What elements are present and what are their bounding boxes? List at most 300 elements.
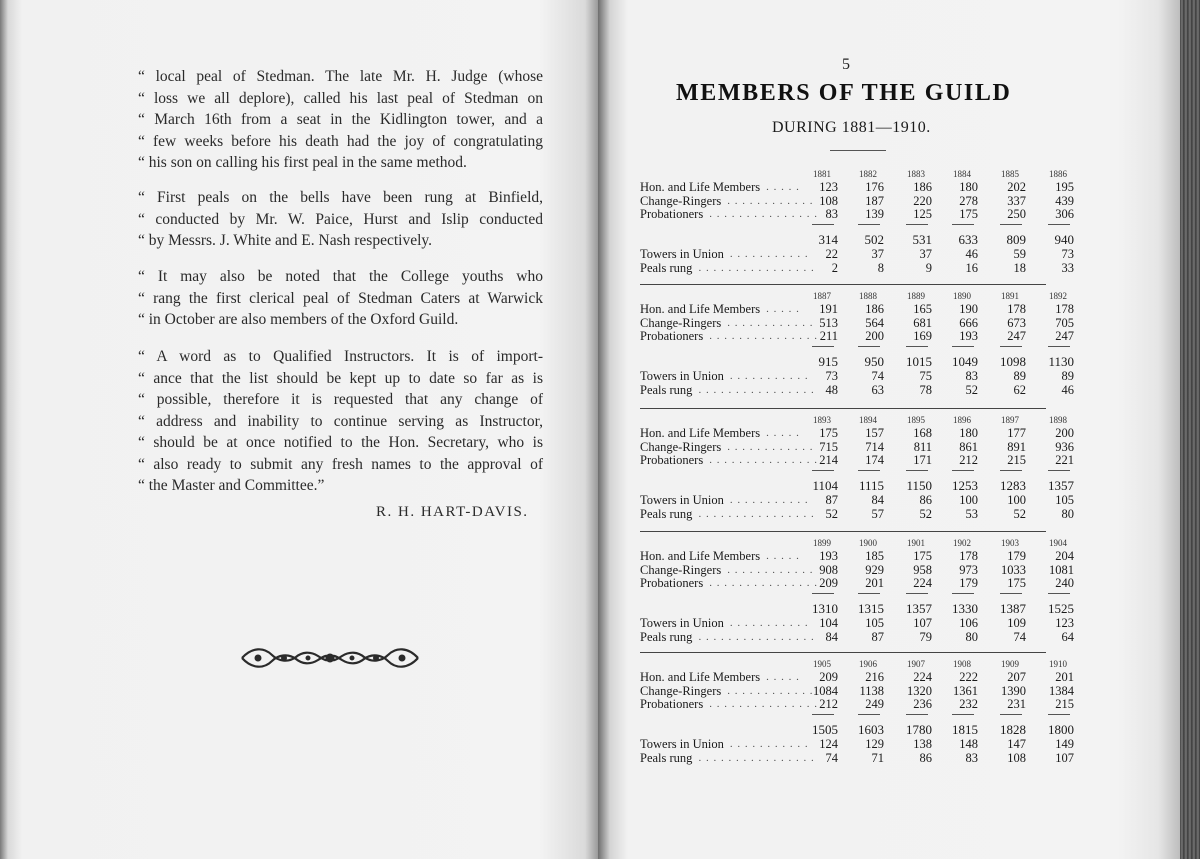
text-line: “ loss we all deplore), called his last peal of Stedman on xyxy=(138,89,543,107)
sum-rule xyxy=(952,224,974,225)
cell-total: 1603 xyxy=(858,722,884,737)
cell-total: 1115 xyxy=(858,478,884,493)
leader-dots: . . . . . xyxy=(766,427,800,439)
cell-total: 1049 xyxy=(952,354,978,369)
leader-dots: . . . . . . . . . . . . . . . xyxy=(709,698,818,710)
paragraph xyxy=(138,66,543,174)
cell-peals: 80 xyxy=(965,630,978,644)
cell-peals: 79 xyxy=(919,630,932,644)
text-line: “ ance that the list should be kept up to date so far as is xyxy=(138,369,543,387)
text-line: “ local peal of Stedman. The late Mr. H. Judge (whose xyxy=(138,68,543,85)
membership-table-block xyxy=(640,538,1074,649)
cell-total: 1130 xyxy=(1048,354,1074,369)
leader-dots: . . . . . . . . . . . . xyxy=(727,195,814,207)
membership-table-block xyxy=(640,291,1074,402)
cell-total: 1098 xyxy=(1000,354,1026,369)
cell-hon: 123 xyxy=(819,180,838,194)
cell-hon: 191 xyxy=(819,302,838,316)
cell-prob: 247 xyxy=(1007,329,1026,343)
cell-peals: 57 xyxy=(871,507,884,521)
cell-change: 1138 xyxy=(859,684,884,698)
cell-peals: 83 xyxy=(965,751,978,765)
cell-peals: 52 xyxy=(1013,507,1026,521)
cell-towers: 87 xyxy=(825,493,838,507)
cell-peals: 74 xyxy=(825,751,838,765)
row-label-peals: Peals rung xyxy=(640,261,693,275)
year-header: 1899 xyxy=(813,538,831,548)
cell-total: 314 xyxy=(818,232,838,247)
cell-total: 1015 xyxy=(906,354,932,369)
signature: R. H. HART-DAVIS. xyxy=(376,504,529,520)
cell-change: 1084 xyxy=(813,684,838,698)
leader-dots: . . . . . xyxy=(766,303,800,315)
row-label-peals: Peals rung xyxy=(640,751,693,765)
row-label-prob: Probationers xyxy=(640,697,704,711)
cell-peals: 52 xyxy=(965,383,978,397)
leader-dots: . . . . . xyxy=(766,181,800,193)
cell-hon: 165 xyxy=(913,302,932,316)
cell-towers: 105 xyxy=(865,616,884,630)
year-header: 1890 xyxy=(953,291,971,301)
year-header: 1885 xyxy=(1001,169,1019,179)
cell-hon: 175 xyxy=(913,549,932,563)
cell-hon: 207 xyxy=(1007,670,1026,684)
cell-hon: 180 xyxy=(959,426,978,440)
text-line: “ also ready to submit any fresh names to the approval of xyxy=(138,455,543,473)
year-header: 1895 xyxy=(907,415,925,425)
leader-dots: . . . . . . . . . . . xyxy=(729,248,809,260)
cell-prob: 175 xyxy=(959,207,978,221)
cell-peals: 62 xyxy=(1013,383,1026,397)
leader-dots: . . . . . . . . . . . . . . . xyxy=(709,330,818,342)
sum-rule xyxy=(858,714,880,715)
sum-rule xyxy=(906,593,928,594)
cell-towers: 138 xyxy=(913,737,932,751)
sum-rule xyxy=(858,224,880,225)
cell-hon: 202 xyxy=(1007,180,1026,194)
leader-dots: . . . . . . . . . . . xyxy=(729,494,809,506)
sum-rule xyxy=(812,593,834,594)
cell-total: 531 xyxy=(912,232,932,247)
row-label-change: Change-Ringers xyxy=(640,563,722,577)
cell-hon: 179 xyxy=(1007,549,1026,563)
sum-rule xyxy=(952,593,974,594)
cell-peals: 53 xyxy=(965,507,978,521)
cell-peals: 8 xyxy=(877,261,884,275)
cell-towers: 109 xyxy=(1007,616,1026,630)
row-label-peals: Peals rung xyxy=(640,383,693,397)
cell-towers: 147 xyxy=(1007,737,1026,751)
cell-towers: 124 xyxy=(819,737,838,751)
cell-peals: 64 xyxy=(1061,630,1074,644)
cell-total: 1150 xyxy=(906,478,932,493)
cell-hon: 190 xyxy=(959,302,978,316)
row-label-peals: Peals rung xyxy=(640,507,693,521)
year-header: 1882 xyxy=(859,169,877,179)
cell-total: 915 xyxy=(818,354,838,369)
row-label-towers: Towers in Union xyxy=(640,369,724,383)
title-rule xyxy=(830,150,886,151)
cell-prob: 249 xyxy=(865,697,884,711)
ornament-icon xyxy=(238,645,422,675)
cell-total: 940 xyxy=(1054,232,1074,247)
year-header: 1896 xyxy=(953,415,971,425)
cell-total: 950 xyxy=(864,354,884,369)
cell-towers: 37 xyxy=(871,247,884,261)
cell-hon: 209 xyxy=(819,670,838,684)
cell-hon: 185 xyxy=(865,549,884,563)
cell-total: 1104 xyxy=(812,478,838,493)
cell-peals: 9 xyxy=(925,261,932,275)
cell-towers: 129 xyxy=(865,737,884,751)
cell-prob: 175 xyxy=(1007,576,1026,590)
year-header: 1905 xyxy=(813,659,831,669)
cell-total: 1253 xyxy=(952,478,978,493)
cell-peals: 52 xyxy=(825,507,838,521)
cell-peals: 74 xyxy=(1013,630,1026,644)
row-label-change: Change-Ringers xyxy=(640,440,722,454)
cell-total: 1828 xyxy=(1000,722,1026,737)
cell-hon: 193 xyxy=(819,549,838,563)
cell-change: 673 xyxy=(1007,316,1026,330)
sum-rule xyxy=(1048,470,1070,471)
cell-change: 811 xyxy=(913,440,932,454)
year-header: 1908 xyxy=(953,659,971,669)
cell-hon: 186 xyxy=(865,302,884,316)
cell-prob: 200 xyxy=(865,329,884,343)
cell-total: 633 xyxy=(958,232,978,247)
cell-hon: 177 xyxy=(1007,426,1026,440)
year-header: 1884 xyxy=(953,169,971,179)
block-separator xyxy=(640,652,1046,653)
year-header: 1897 xyxy=(1001,415,1019,425)
text-line: “ First peals on the bells have been rung at Binfield, xyxy=(138,189,543,206)
text-line: “ March 16th from a seat in the Kidlington tower, and a xyxy=(138,111,543,128)
sum-rule xyxy=(906,470,928,471)
cell-peals: 46 xyxy=(1061,383,1074,397)
cell-hon: 175 xyxy=(819,426,838,440)
text-line: “ possible, therefore it is requested that any change of xyxy=(138,391,543,408)
year-header: 1889 xyxy=(907,291,925,301)
cell-change: 1390 xyxy=(1001,684,1026,698)
cell-towers: 89 xyxy=(1061,369,1074,383)
cell-towers: 106 xyxy=(959,616,978,630)
year-header: 1907 xyxy=(907,659,925,669)
cell-hon: 176 xyxy=(865,180,884,194)
cell-towers: 148 xyxy=(959,737,978,751)
year-header: 1898 xyxy=(1049,415,1067,425)
cell-prob: 224 xyxy=(913,576,932,590)
sum-rule xyxy=(1048,346,1070,347)
cell-towers: 37 xyxy=(919,247,932,261)
block-separator xyxy=(640,408,1046,409)
cell-prob: 232 xyxy=(959,697,978,711)
year-header: 1888 xyxy=(859,291,877,301)
membership-table-block xyxy=(640,659,1074,770)
cell-peals: 86 xyxy=(919,751,932,765)
leader-dots: . . . . . . . . . . . . xyxy=(727,685,814,697)
year-header: 1886 xyxy=(1049,169,1067,179)
leader-dots: . . . . . . . . . . . . . . . xyxy=(709,208,818,220)
cell-peals: 80 xyxy=(1061,507,1074,521)
sum-rule xyxy=(1048,224,1070,225)
cell-towers: 123 xyxy=(1055,616,1074,630)
block-separator xyxy=(640,531,1046,532)
row-label-peals: Peals rung xyxy=(640,630,693,644)
year-header: 1903 xyxy=(1001,538,1019,548)
cell-change: 929 xyxy=(865,563,884,577)
leader-dots: . . . . . . . . . . . . . . . . xyxy=(698,508,815,520)
cell-prob: 250 xyxy=(1007,207,1026,221)
cell-towers: 89 xyxy=(1013,369,1026,383)
cell-towers: 107 xyxy=(913,616,932,630)
cell-total: 1357 xyxy=(906,601,932,616)
row-label-hon: Hon. and Life Members xyxy=(640,670,761,684)
year-header: 1904 xyxy=(1049,538,1067,548)
cell-towers: 84 xyxy=(871,493,884,507)
cell-peals: 107 xyxy=(1055,751,1074,765)
row-label-hon: Hon. and Life Members xyxy=(640,302,761,316)
row-label-towers: Towers in Union xyxy=(640,616,724,630)
leader-dots: . . . . . . . . . . . . xyxy=(727,317,814,329)
cell-total: 1283 xyxy=(1000,478,1026,493)
cell-hon: 216 xyxy=(865,670,884,684)
cell-prob: 247 xyxy=(1055,329,1074,343)
year-header: 1909 xyxy=(1001,659,1019,669)
cell-change: 278 xyxy=(959,194,978,208)
cell-change: 1320 xyxy=(907,684,932,698)
year-header: 1881 xyxy=(813,169,831,179)
sum-rule xyxy=(1000,593,1022,594)
cell-hon: 200 xyxy=(1055,426,1074,440)
cell-towers: 83 xyxy=(965,369,978,383)
cell-change: 1361 xyxy=(953,684,978,698)
cell-change: 973 xyxy=(959,563,978,577)
sum-rule xyxy=(858,593,880,594)
cell-prob: 125 xyxy=(913,207,932,221)
sum-rule xyxy=(858,470,880,471)
cell-change: 220 xyxy=(913,194,932,208)
cell-prob: 240 xyxy=(1055,576,1074,590)
cell-change: 337 xyxy=(1007,194,1026,208)
cell-hon: 222 xyxy=(959,670,978,684)
cell-towers: 74 xyxy=(871,369,884,383)
row-label-prob: Probationers xyxy=(640,453,704,467)
cell-prob: 83 xyxy=(825,207,838,221)
cell-change: 715 xyxy=(819,440,838,454)
cell-hon: 224 xyxy=(913,670,932,684)
cell-total: 1525 xyxy=(1048,601,1074,616)
leader-dots: . . . . . . . . . . . . xyxy=(727,564,814,576)
year-header: 1900 xyxy=(859,538,877,548)
sum-rule xyxy=(1048,714,1070,715)
text-line: “ conducted by Mr. W. Paice, Hurst and Islip conducted xyxy=(138,210,543,228)
cell-prob: 214 xyxy=(819,453,838,467)
cell-towers: 46 xyxy=(965,247,978,261)
cell-prob: 221 xyxy=(1055,453,1074,467)
cell-change: 187 xyxy=(865,194,884,208)
cell-total: 1330 xyxy=(952,601,978,616)
cell-towers: 22 xyxy=(825,247,838,261)
cell-total: 1357 xyxy=(1048,478,1074,493)
sum-rule xyxy=(812,470,834,471)
cell-prob: 171 xyxy=(913,453,932,467)
sum-rule xyxy=(812,346,834,347)
cell-change: 714 xyxy=(865,440,884,454)
leader-dots: . . . . . . . . . . . . . . . . xyxy=(698,631,815,643)
leader-dots: . . . . . xyxy=(766,671,800,683)
text-line: “ address and inability to continue serving as Instructor, xyxy=(138,412,543,430)
cell-prob: 236 xyxy=(913,697,932,711)
cell-towers: 59 xyxy=(1013,247,1026,261)
row-label-towers: Towers in Union xyxy=(640,737,724,751)
cell-hon: 204 xyxy=(1055,549,1074,563)
cell-change: 108 xyxy=(819,194,838,208)
cell-total: 1800 xyxy=(1048,722,1074,737)
cell-peals: 52 xyxy=(919,507,932,521)
cell-peals: 2 xyxy=(831,261,838,275)
cell-prob: 139 xyxy=(865,207,884,221)
text-line: “ in October are also members of the Oxford Guild. xyxy=(138,311,459,328)
cell-change: 666 xyxy=(959,316,978,330)
cell-hon: 178 xyxy=(1007,302,1026,316)
leader-dots: . . . . . . . . . . . . . . . . xyxy=(698,384,815,396)
cell-hon: 186 xyxy=(913,180,932,194)
cell-prob: 212 xyxy=(819,697,838,711)
text-line: “ should be at once notified to the Hon. Secretary, who is xyxy=(138,434,543,451)
row-label-hon: Hon. and Life Members xyxy=(640,549,761,563)
sum-rule xyxy=(858,346,880,347)
text-line: “ It may also be noted that the College youths who xyxy=(138,268,543,285)
cell-change: 681 xyxy=(913,316,932,330)
leader-dots: . . . . . . . . . . . xyxy=(729,738,809,750)
cell-peals: 33 xyxy=(1061,261,1074,275)
row-label-prob: Probationers xyxy=(640,207,704,221)
cell-peals: 18 xyxy=(1013,261,1026,275)
cell-peals: 63 xyxy=(871,383,884,397)
cell-prob: 174 xyxy=(865,453,884,467)
cell-hon: 157 xyxy=(865,426,884,440)
leader-dots: . . . . . . . . . . . xyxy=(729,617,809,629)
membership-table-block xyxy=(640,415,1074,526)
cell-prob: 212 xyxy=(959,453,978,467)
year-header: 1902 xyxy=(953,538,971,548)
page-title: MEMBERS OF THE GUILD xyxy=(676,80,1012,106)
leader-dots: . . . . . . . . . . . . . . . . xyxy=(698,262,815,274)
cell-peals: 87 xyxy=(871,630,884,644)
leader-dots: . . . . . xyxy=(766,550,800,562)
page-subtitle: DURING 1881—1910. xyxy=(772,119,931,136)
cell-total: 1387 xyxy=(1000,601,1026,616)
cell-hon: 195 xyxy=(1055,180,1074,194)
cell-towers: 100 xyxy=(1007,493,1026,507)
cell-prob: 169 xyxy=(913,329,932,343)
year-header: 1891 xyxy=(1001,291,1019,301)
sum-rule xyxy=(952,470,974,471)
year-header: 1910 xyxy=(1049,659,1067,669)
row-label-change: Change-Ringers xyxy=(640,684,722,698)
cell-total: 809 xyxy=(1006,232,1026,247)
paragraph xyxy=(138,266,543,331)
year-header: 1892 xyxy=(1049,291,1067,301)
year-header: 1893 xyxy=(813,415,831,425)
year-header: 1887 xyxy=(813,291,831,301)
cell-change: 1384 xyxy=(1049,684,1074,698)
cell-change: 564 xyxy=(865,316,884,330)
block-separator xyxy=(640,284,1046,285)
row-label-towers: Towers in Union xyxy=(640,247,724,261)
cell-towers: 104 xyxy=(819,616,838,630)
leader-dots: . . . . . . . . . . . . . . . xyxy=(709,454,818,466)
cell-towers: 75 xyxy=(919,369,932,383)
leader-dots: . . . . . . . . . . . . xyxy=(727,441,814,453)
book-page-edges xyxy=(1180,0,1200,859)
year-header: 1906 xyxy=(859,659,877,669)
cell-hon: 201 xyxy=(1055,670,1074,684)
row-label-towers: Towers in Union xyxy=(640,493,724,507)
cell-prob: 215 xyxy=(1007,453,1026,467)
cell-prob: 201 xyxy=(865,576,884,590)
cell-change: 958 xyxy=(913,563,932,577)
row-label-hon: Hon. and Life Members xyxy=(640,180,761,194)
sum-rule xyxy=(812,714,834,715)
cell-total: 502 xyxy=(864,232,884,247)
cell-total: 1310 xyxy=(812,601,838,616)
sum-rule xyxy=(1000,470,1022,471)
year-header: 1901 xyxy=(907,538,925,548)
cell-change: 513 xyxy=(819,316,838,330)
cell-change: 1081 xyxy=(1049,563,1074,577)
cell-peals: 16 xyxy=(965,261,978,275)
sum-rule xyxy=(1000,346,1022,347)
leader-dots: . . . . . . . . . . . xyxy=(729,370,809,382)
cell-towers: 73 xyxy=(1061,247,1074,261)
sum-rule xyxy=(906,714,928,715)
cell-change: 861 xyxy=(959,440,978,454)
paragraph xyxy=(138,346,543,497)
paragraph xyxy=(138,187,543,252)
cell-total: 1815 xyxy=(952,722,978,737)
cell-total: 1315 xyxy=(858,601,884,616)
cell-change: 936 xyxy=(1055,440,1074,454)
text-line: “ his son on calling his first peal in the same method. xyxy=(138,154,467,171)
leader-dots: . . . . . . . . . . . . . . . xyxy=(709,577,818,589)
text-line: “ the Master and Committee.” xyxy=(138,477,325,494)
cell-towers: 100 xyxy=(959,493,978,507)
sum-rule xyxy=(1048,593,1070,594)
row-label-hon: Hon. and Life Members xyxy=(640,426,761,440)
sum-rule xyxy=(1000,224,1022,225)
cell-towers: 149 xyxy=(1055,737,1074,751)
cell-change: 908 xyxy=(819,563,838,577)
row-label-prob: Probationers xyxy=(640,576,704,590)
sum-rule xyxy=(906,346,928,347)
cell-peals: 108 xyxy=(1007,751,1026,765)
cell-peals: 71 xyxy=(871,751,884,765)
cell-peals: 84 xyxy=(825,630,838,644)
cell-prob: 193 xyxy=(959,329,978,343)
row-label-change: Change-Ringers xyxy=(640,316,722,330)
sum-rule xyxy=(906,224,928,225)
cell-towers: 86 xyxy=(919,493,932,507)
cell-total: 1780 xyxy=(906,722,932,737)
year-header: 1883 xyxy=(907,169,925,179)
sum-rule xyxy=(952,346,974,347)
cell-towers: 73 xyxy=(825,369,838,383)
text-line: “ rang the first clerical peal of Stedman Caters at Warwick xyxy=(138,289,543,307)
cell-change: 891 xyxy=(1007,440,1026,454)
text-line: “ A word as to Qualified Instructors. It is of import- xyxy=(138,348,543,365)
